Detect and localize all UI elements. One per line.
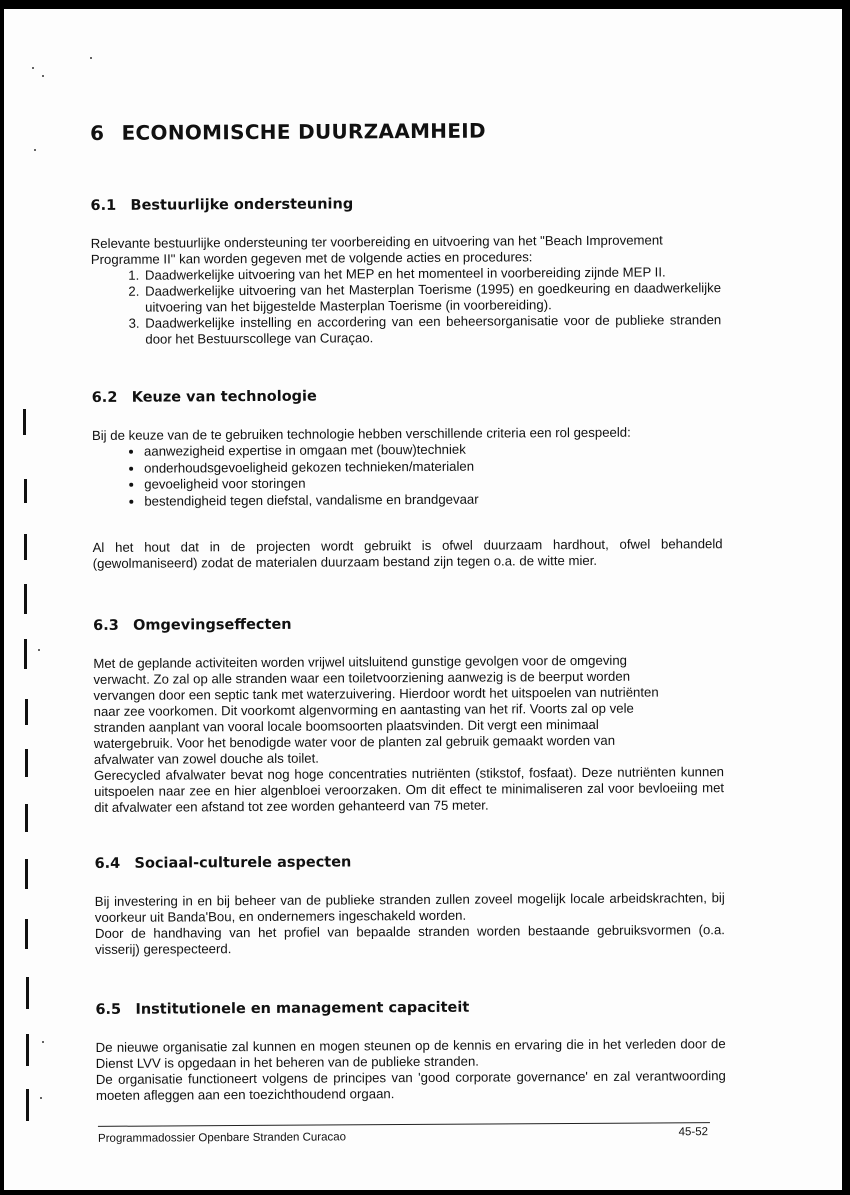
scan-dot: [32, 67, 34, 69]
section-paragraph: De nieuwe organisatie zal kunnen en mogen steunen op de kennis en ervaring die in het verleden door de Dienst LVV is opgedaan in het beheren van de publieke stranden.: [95, 1036, 726, 1071]
page-footer: [98, 1122, 710, 1145]
scan-mark: [24, 534, 27, 560]
section-number: 6.5: [95, 1001, 122, 1018]
text-line: Met de geplande activiteiten worden vrijwel uitsluitend gunstige gevolgen voor de omgeving: [93, 652, 628, 671]
list-item: 2. Daadwerkelijke uitvoering van het Masterplan Toerisme (1995) en goedkeuring en daadwerkelijke uitvoering van het bijgestelde Masterplan Toerisme (in voorbereiding).: [143, 280, 721, 316]
action-list: [91, 264, 721, 348]
footer-title: Programmadossier Openbare Stranden Curacao: [97, 1131, 347, 1145]
scan-dot: [42, 1041, 44, 1043]
section-number: 6.4: [94, 855, 121, 872]
scan-dot: [40, 1097, 42, 1099]
section-heading: [94, 852, 724, 872]
section-paragraph: [93, 652, 724, 768]
section-title: Institutionele en management capaciteit: [135, 999, 470, 1018]
section-heading: [95, 998, 725, 1018]
section-paragraph: Bij investering in en bij beheer van de publieke stranden zullen zoveel mogelijk locale arbeidskrachten, bij voorkeur uit Banda'Bou, en ondernemers ingeschakeld worden.: [94, 890, 725, 925]
scan-mark: [25, 749, 28, 777]
section-heading: [90, 194, 720, 214]
list-item: • bestendigheid tegen diefstal, vandalisme en brandgevaar: [144, 490, 722, 510]
section-paragraph: Door de handhaving van het profiel van bepaalde stranden worden bestaande gebruiksvormen (o.a. visserij) gerespecteerd.: [94, 922, 725, 957]
text-line: verwacht. Zo zal op alle stranden waar een toiletvoorziening aanwezig is de beerput worden: [93, 668, 631, 687]
scan-dot: [34, 149, 36, 151]
section-number: 6.1: [90, 197, 117, 214]
section-6-4: [94, 852, 725, 958]
section-number: 6.3: [93, 617, 119, 634]
section-paragraph: Al het hout dat in de projecten wordt gebruikt is ofwel duurzaam hardhout, ofwel behandeld (gewolmaniseerd) zodat de materialen duurzaam bestand zijn tegen o.a. de witte mier.: [92, 536, 723, 571]
scan-mark: [25, 859, 28, 889]
text-line: afvalwater van zowel douche als toilet.: [93, 750, 319, 767]
criteria-list: [92, 440, 722, 510]
scan-mark: [26, 1034, 29, 1066]
text-line: naar zee voorkomen. Dit voorkomt algenvorming en aantasting van het rif. Voorts zal op vele: [93, 700, 634, 719]
chapter-heading: [90, 117, 720, 145]
list-item: • onderhoudsgevoeligheid gekozen technieken/materialen: [144, 457, 722, 477]
section-title: Bestuurlijke ondersteuning: [130, 196, 354, 214]
text-line: stranden aanplant van vooral locale boomsoorten plaatsvinden. Dit vergt een minimaal: [93, 716, 599, 735]
section-intro: Relevante bestuurlijke ondersteuning ter voorbereiding en uitvoering van het "Beach Improvement Programme II" kan worden gegeven met de volgende acties en procedures:: [90, 232, 663, 267]
scan-mark: [25, 804, 28, 832]
page-number: 45-52: [678, 1126, 709, 1139]
scan-mark: [24, 584, 27, 614]
scan-dot: [38, 649, 40, 651]
section-paragraph: De organisatie functioneert volgens de principes van 'good corporate governance' en zal verantwoording moeten afleggen aan een toezichthoudend orgaan.: [95, 1068, 726, 1103]
text-line: watergebruik. Voor het benodigde water voor de planten zal gebruik gemaakt worden van: [93, 732, 616, 751]
section-title: Omgevingseffecten: [133, 616, 292, 634]
section-heading: [92, 386, 722, 406]
scan-mark: [24, 479, 27, 503]
section-6-3: [93, 614, 724, 816]
scan-dot: [42, 75, 44, 77]
scan-mark: [26, 1089, 29, 1121]
list-item: • gevoeligheid voor storingen: [144, 473, 722, 493]
chapter-title: ECONOMISCHE DUURZAAMHEID: [121, 118, 486, 145]
section-title: Keuze van technologie: [131, 388, 317, 406]
list-item: • aanwezigheid expertise in omgaan met (bouw)techniek: [144, 440, 722, 460]
section-heading: [93, 614, 723, 634]
section-paragraph: Gerecycled afvalwater bevat nog hoge concentraties nutriënten (stikstof, fosfaat). Deze nutriënten kunnen uitspoelen naar zee en hier algenbloei veroorzaken. Om dit effect te minimaliseren zal voor bevloeiing met dit afvalwater een afstand tot zee worden gehanteerd van 75 meter.: [93, 764, 725, 815]
section-6-1: [90, 194, 721, 348]
text-line: vervangen door een septic tank met waterzuivering. Hierdoor wordt het uitspoelen van nutriënten: [93, 684, 659, 703]
section-6-2: [92, 386, 723, 572]
section-number: 6.2: [91, 389, 118, 406]
scan-dot: [90, 57, 92, 59]
list-item: 1. Daadwerkelijke uitvoering van het MEP en het momenteel in voorbereiding zijnde MEP II.: [143, 264, 721, 284]
scan-mark: [23, 409, 26, 435]
document-body: [90, 117, 726, 1104]
section-intro: Bij de keuze van de te gebruiken technologie hebben verschillende criteria een rol gespeeld:: [91, 424, 631, 443]
scan-mark: [24, 639, 27, 669]
document-page: [4, 9, 842, 1190]
section-6-5: [95, 998, 726, 1104]
scan-mark: [26, 977, 29, 1009]
section-title: Sociaal-culturele aspecten: [134, 854, 352, 872]
scan-mark: [25, 699, 28, 725]
chapter-number: 6: [90, 120, 105, 145]
list-item: 3. Daadwerkelijke instelling en accordering van een beheersorganisatie voor de publieke stranden door het Bestuurscollege van Curaçao.: [143, 312, 721, 348]
scan-mark: [25, 919, 28, 949]
